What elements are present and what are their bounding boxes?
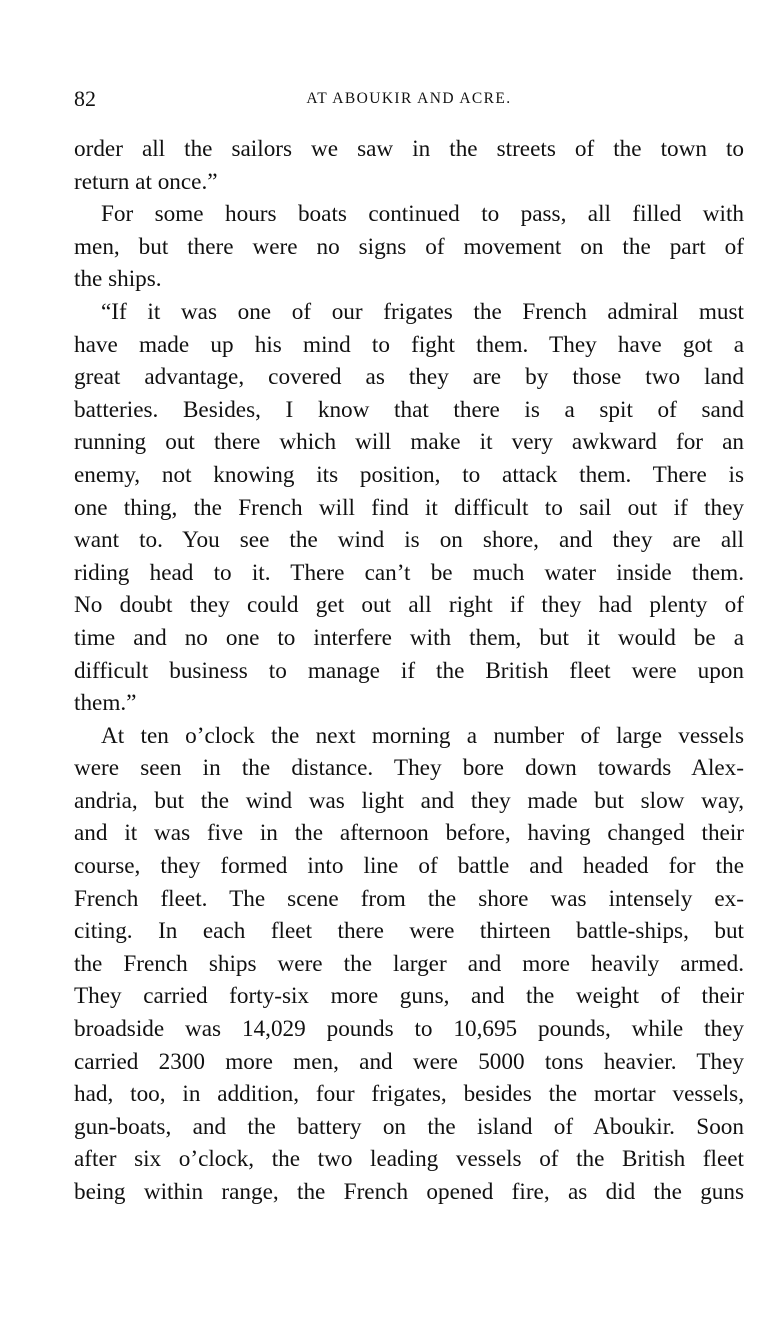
text-line: For some hours boats continued to pass, all filled with: [101, 201, 744, 228]
text-line: “If it was one of our frigates the French admiral must: [101, 298, 744, 325]
text-line: return at once.”: [74, 168, 218, 195]
text-line: They carried forty-six more guns, and the weight of their: [74, 983, 744, 1010]
paragraph: [74, 198, 744, 296]
text-line: them.”: [74, 690, 137, 717]
page-header: [74, 86, 744, 116]
text-line: order all the sailors we saw in the streets of the town to: [74, 136, 744, 162]
text-line: difficult business to manage if the British fleet were upon: [74, 657, 744, 684]
paragraph: [74, 720, 744, 1209]
text-line: men, but there were no signs of movement on the part of: [74, 233, 744, 260]
text-line: and it was five in the afternoon before, having changed their: [74, 820, 744, 847]
text-line: after six o’clock, the two leading vessels of the British fleet: [74, 1146, 744, 1173]
text-line: At ten o’clock the next morning a number of large vessels: [101, 722, 744, 749]
text-line: one thing, the French will find it difficult to sail out if they: [74, 494, 744, 521]
text-line: had, too, in addition, four frigates, besides the mortar vessels,: [74, 1081, 744, 1108]
text-line: carried 2300 more men, and were 5000 tons heavier. They: [74, 1048, 744, 1075]
text-line: the French ships were the larger and more heavily armed.: [74, 950, 744, 977]
text-line: broadside was 14,029 pounds to 10,695 pounds, while they: [74, 1016, 744, 1043]
text-line: course, they formed into line of battle and headed for the: [74, 853, 744, 880]
text-line: have made up his mind to fight them. They have got a: [74, 331, 744, 358]
text-line: riding head to it. There can’t be much water inside them.: [74, 559, 744, 586]
text-line: gun-boats, and the battery on the island of Aboukir. Soon: [74, 1113, 744, 1140]
paragraph: [74, 296, 744, 720]
text-line: being within range, the French opened fire, as did the guns: [74, 1179, 744, 1205]
text-line: the ships.: [74, 266, 162, 293]
text-line: great advantage, covered as they are by those two land: [74, 364, 744, 391]
text-line: No doubt they could get out all right if they had plenty of: [74, 592, 744, 619]
text-line: were seen in the distance. They bore down towards Alex-: [74, 755, 744, 782]
text-line: French fleet. The scene from the shore was intensely ex-: [74, 885, 744, 912]
running-title: AT ABOUKIR AND ACRE.: [306, 90, 512, 107]
text-line: time and no one to interfere with them, but it would be a: [74, 624, 744, 651]
body-text: [74, 133, 744, 1209]
text-line: citing. In each fleet there were thirteen battle-ships, but: [74, 918, 744, 945]
text-line: want to. You see the wind is on shore, and they are all: [74, 527, 744, 554]
text-line: andria, but the wind was light and they made but slow way,: [74, 787, 744, 814]
text-line: batteries. Besides, I know that there is a spit of sand: [74, 396, 744, 423]
page-number: 82: [74, 86, 96, 111]
text-line: running out there which will make it very awkward for an: [74, 429, 744, 456]
text-line: enemy, not knowing its position, to attack them. There is: [74, 461, 744, 488]
paragraph: [74, 133, 744, 198]
